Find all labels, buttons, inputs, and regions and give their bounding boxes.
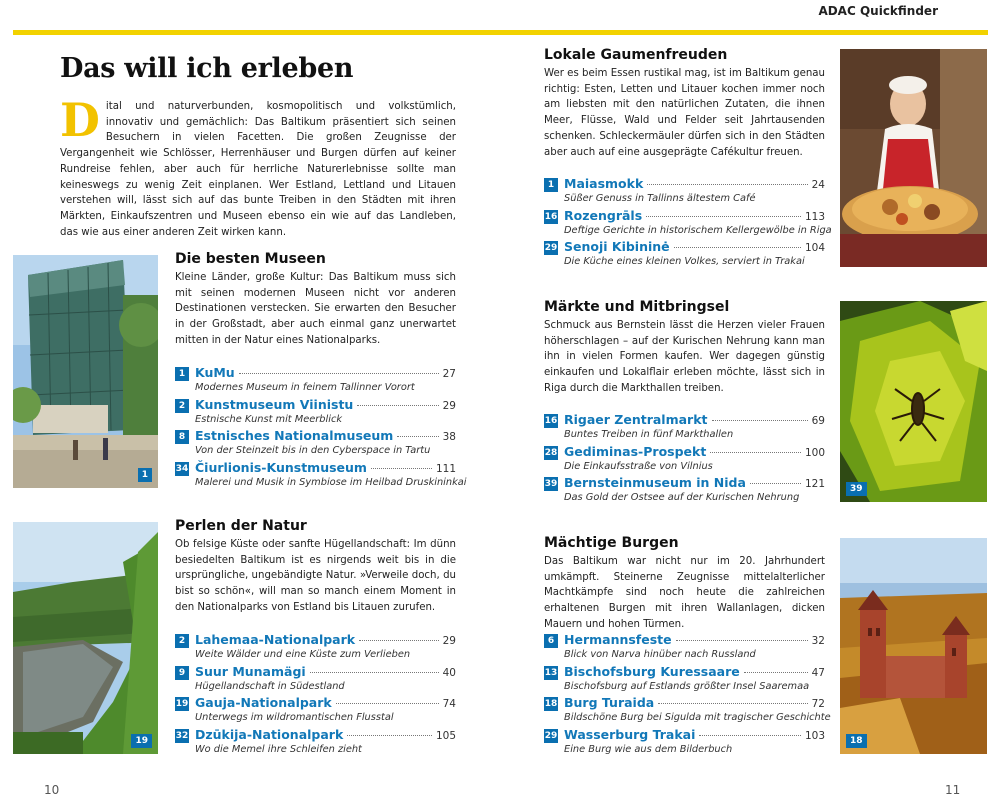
entry-page: 47 (811, 666, 825, 679)
leader-dots (712, 420, 808, 421)
header-rule (13, 30, 988, 35)
entry-subtitle: Estnische Kunst mit Meerblick (195, 413, 343, 425)
entry-number: 34 (175, 463, 189, 474)
nature-heading: Perlen der Natur (175, 518, 307, 534)
leader-dots (676, 640, 808, 641)
leader-dots (336, 703, 439, 704)
list-item[interactable] (175, 664, 456, 696)
markets-text: Schmuck aus Bernstein lässt die Herzen vieler Frauen höherschlagen – auf der Kurischen Nehrung kann man ihn in vielen Formen kaufen. Wer dagegen günstig einkaufen und Lokalflair erleben möchte, lässt sich in Riga durch die Markthallen treiben. (544, 320, 825, 394)
entry-name[interactable]: Gediminas-Prospekt (564, 443, 707, 459)
list-item[interactable] (544, 664, 825, 696)
entry-name[interactable]: Gauja-Nationalpark (195, 695, 332, 710)
entry-subtitle: Die Einkaufsstraße von Vilnius (564, 460, 713, 472)
entry-name[interactable]: Senoji Kibininė (564, 239, 670, 254)
list-item[interactable] (175, 727, 456, 759)
entry-name[interactable]: Kunstmuseum Viinistu (195, 396, 354, 412)
leader-dots (646, 216, 801, 217)
entry-page: 38 (442, 431, 456, 443)
food-list (544, 176, 832, 271)
drop-cap: D (60, 93, 100, 147)
entry-name[interactable]: Hermannsfeste (564, 632, 672, 647)
entry-subtitle: Weite Wälder und eine Küste zum Verlieben (195, 649, 411, 660)
entry-page: 72 (811, 698, 825, 710)
intro-paragraph (60, 93, 456, 240)
list-item[interactable] (175, 428, 456, 460)
entry-subtitle: Bischofsburg auf Estlands größter Insel Saaremaa (564, 680, 810, 692)
amber-photo (840, 301, 987, 502)
entry-name[interactable]: Čiurlionis-Kunstmuseum (195, 459, 367, 475)
list-item[interactable] (175, 459, 467, 492)
list-item[interactable] (175, 365, 456, 397)
list-item[interactable] (544, 412, 825, 444)
entry-name[interactable]: Burg Turaida (564, 695, 655, 710)
list-item[interactable] (544, 695, 831, 727)
entry-name[interactable]: Rigaer Zentralmarkt (564, 412, 708, 427)
castles-list (544, 632, 831, 758)
leader-dots (647, 184, 807, 185)
entry-number: 29 (544, 243, 558, 253)
entry-subtitle: Bildschöne Burg bei Sigulda mit tragischer Geschichte (564, 712, 831, 723)
entry-name[interactable]: Maiasmokk (564, 176, 644, 191)
list-item[interactable] (544, 176, 825, 208)
entry-name[interactable]: Bischofsburg Kuressaare (564, 663, 740, 679)
entry-page: 69 (811, 415, 825, 427)
nature-list (175, 632, 456, 758)
museum-photo (13, 255, 158, 488)
page-number-right: 11 (945, 783, 961, 797)
entry-page: 29 (442, 399, 456, 412)
entry-page: 111 (435, 462, 456, 475)
list-item[interactable] (544, 239, 825, 271)
nature-photo-badge: 19 (131, 734, 152, 748)
entry-number: 39 (544, 479, 558, 489)
castle-photo-badge: 18 (846, 734, 867, 748)
entry-subtitle: Modernes Museum in feinem Tallinner Vorort (195, 382, 415, 393)
entry-page: 24 (811, 179, 825, 191)
entry-subtitle: Blick von Narva hinüber nach Russland (564, 649, 756, 660)
museum-photo-badge: 1 (138, 468, 152, 482)
food-photo (840, 49, 987, 267)
entry-number: 2 (175, 634, 189, 648)
castle-photo (840, 538, 987, 754)
castles-section (544, 535, 825, 633)
entry-page: 27 (442, 368, 456, 380)
entry-number: 1 (544, 178, 558, 192)
entry-name[interactable]: Wasserburg Trakai (564, 726, 696, 742)
list-item[interactable] (175, 632, 456, 664)
markets-heading: Märkte und Mitbringsel (544, 299, 730, 315)
leader-dots (699, 735, 801, 736)
list-item[interactable] (544, 207, 832, 240)
markets-section (544, 299, 825, 397)
entry-subtitle: Von der Steinzeit bis in den Cyberspace in Tartu (195, 445, 431, 456)
entry-page: 29 (442, 635, 456, 647)
leader-dots (750, 483, 801, 484)
leader-dots (310, 672, 439, 673)
entry-subtitle: Hügellandschaft in Südestland (195, 680, 345, 692)
entry-subtitle: Malerei und Musik in Symbiose im Heilbad Druskininkai (195, 476, 467, 488)
museums-heading: Die besten Museen (175, 251, 326, 267)
leader-dots (710, 452, 801, 453)
brand-label: ADAC Quickfinder (818, 4, 938, 18)
entry-name[interactable]: KuMu (195, 365, 235, 380)
entry-page: 105 (435, 729, 456, 742)
castles-heading: Mächtige Burgen (544, 535, 679, 551)
leader-dots (674, 247, 801, 248)
list-item[interactable] (544, 727, 825, 759)
entry-number: 16 (544, 211, 558, 222)
leader-dots (744, 672, 808, 673)
entry-page: 103 (804, 729, 825, 742)
leader-dots (357, 405, 438, 406)
list-item[interactable] (175, 397, 456, 429)
nature-section (175, 518, 456, 616)
leader-dots (397, 436, 438, 437)
entry-subtitle: Eine Burg wie aus dem Bilderbuch (564, 743, 733, 755)
entry-page: 113 (804, 210, 825, 223)
food-heading: Lokale Gaumenfreuden (544, 47, 728, 63)
leader-dots (239, 373, 439, 374)
entry-name[interactable]: Suur Munamägi (195, 663, 306, 679)
museums-text: Kleine Länder, große Kultur: Das Baltikum muss sich mit seinen modernen Museen nicht vor anderen Destinationen verstecken. Sie erwarten den Besucher in der Großstadt, aber auch einmal ganz unerwartet mitten in der Natur eines Nationalparks. (175, 272, 456, 346)
entry-number: 28 (544, 447, 558, 458)
page-number-left: 10 (44, 783, 60, 797)
entry-page: 121 (804, 478, 825, 490)
list-item[interactable] (544, 632, 825, 664)
entry-number: 16 (544, 416, 558, 426)
entry-name[interactable]: Estnisches Nationalmuseum (195, 428, 394, 443)
entry-number: 29 (544, 730, 558, 741)
list-item[interactable] (175, 695, 456, 727)
entry-number: 2 (175, 399, 189, 413)
nature-text: Ob felsige Küste oder sanfte Hügellandschaft: Im dünn besiedelten Baltikum ist es nirgends weit bis in die ursprüngliche, ungebändigte Natur. »Verweile doch, du bist so schön«, will man so manch einem Moment in den Nationalparks von Estland bis Litauen zurufen. (175, 539, 456, 613)
entry-number: 6 (544, 634, 558, 648)
entry-number: 8 (175, 430, 189, 444)
entry-subtitle: Süßer Genuss in Tallinns ältestem Café (564, 193, 756, 204)
entry-name[interactable]: Lahemaa-Nationalpark (195, 632, 356, 647)
entry-number: 1 (175, 367, 189, 381)
entry-number: 13 (544, 667, 558, 678)
markets-list (544, 412, 825, 507)
museums-list (175, 365, 467, 491)
museums-section (175, 251, 456, 349)
entry-page: 40 (442, 666, 456, 679)
leader-dots (658, 703, 807, 704)
entry-subtitle: Wo die Memel ihre Schleifen zieht (195, 743, 362, 755)
leader-dots (347, 735, 432, 736)
entry-page: 100 (804, 446, 825, 459)
leader-dots (371, 468, 432, 469)
nature-photo (13, 522, 158, 754)
food-text: Wer es beim Essen rustikal mag, ist im Baltikum genau richtig: Esten, Letten und Litauer kochen immer noch am liebsten mit den natürlichen Zutaten, die ihnen Meer, Flüsse, Wald und Felder seit Jahrtausenden schenken. Schleckermäuler dürfen sich in den Städten aber auch auf eine ausgeprägte Cafékultur freuen. (544, 68, 825, 158)
list-item[interactable] (544, 475, 825, 507)
entry-number: 18 (544, 699, 558, 709)
entry-name[interactable]: Bernsteinmuseum in Nida (564, 475, 746, 490)
entry-subtitle: Die Küche eines kleinen Volkes, serviert in Trakai (564, 256, 805, 267)
entry-number: 32 (175, 730, 189, 741)
entry-number: 19 (175, 699, 189, 709)
list-item[interactable] (544, 444, 825, 476)
castles-text: Das Baltikum war nicht nur im 20. Jahrhundert umkämpft. Steinerne Zeugnisse mittelalterlicher Machtkämpfe sind noch heute die zahlreichen erhaltenen Burgen mit ihren Wallanlagen, dicken Mauern und hohen Türmen. (544, 556, 825, 630)
entry-subtitle: Buntes Treiben in fünf Markthallen (564, 429, 734, 440)
entry-page: 104 (804, 242, 825, 254)
leader-dots (359, 640, 439, 641)
entry-subtitle: Das Gold der Ostsee auf der Kurischen Nehrung (564, 492, 800, 503)
food-section (544, 47, 825, 160)
entry-subtitle: Unterwegs im wildromantischen Flusstal (195, 712, 394, 723)
entry-subtitle: Deftige Gerichte in historischem Kellergewölbe in Riga (564, 224, 832, 236)
entry-name[interactable]: Rozengrāls (564, 207, 643, 223)
page-title: Das will ich erleben (60, 53, 354, 84)
entry-name[interactable]: Dzūkija-Nationalpark (195, 726, 344, 742)
entry-page: 74 (442, 698, 456, 710)
entry-number: 9 (175, 666, 189, 680)
amber-photo-badge: 39 (846, 482, 867, 496)
entry-page: 32 (811, 635, 825, 647)
intro-text: ital und naturverbunden, kosmopolitisch und volkstümlich, innovativ und gemächlich: Das Baltikum präsentiert sich seinen Besuchern in vielen Facetten. Die großen Zeugnisse der Vergangenheit wie Schlösser, Herrenhäuser und Burgen dürfen auf keiner Rundreise fehlen, aber auch für herrliche Naturerlebnisse sollte man keineswegs zu wenig Zeit einplanen. Wer Estland, Lettland und Litauen verstehen will, lässt sich auf das bunte Treiben in den Städten mit ihren Märkten, Einkaufszentren und Museen ebenso ein wie auf das Landleben, das wie aus einer anderen Zeit wirken kann. (60, 101, 456, 238)
